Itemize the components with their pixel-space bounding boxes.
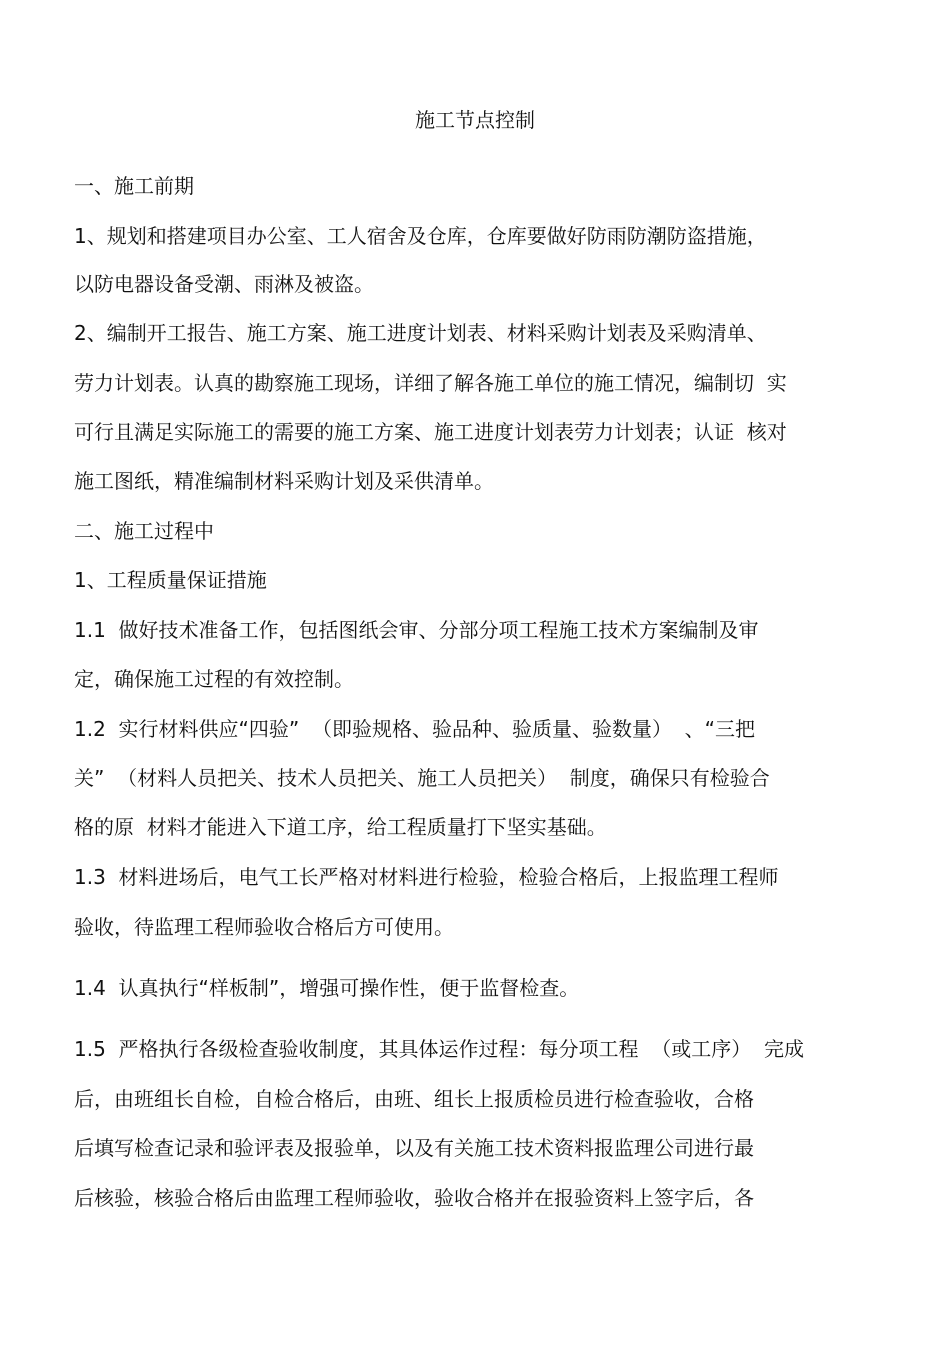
paragraph-line: 关” （材料人员把关、技术人员把关、施工人员把关） 制度，确保只有检验合 xyxy=(74,766,770,790)
paragraph-line: 2、编制开工报告、施工方案、施工进度计划表、材料采购计划表及采购清单、 xyxy=(74,321,767,345)
paragraph-line: 1、规划和搭建项目办公室、工人宿舍及仓库，仓库要做好防雨防潮防盗措施， xyxy=(74,224,767,248)
paragraph-line: 验收，待监理工程师验收合格后方可使用。 xyxy=(74,915,454,939)
paragraph-line: 1.1 做好技术准备工作，包括图纸会审、分部分项工程施工技术方案编制及审 xyxy=(74,618,759,642)
paragraph-line: 1.5 严格执行各级检查验收制度，其具体运作过程：每分项工程 （或工序） 完成 xyxy=(74,1037,804,1061)
section-heading-pre-construction: 一、施工前期 xyxy=(74,174,194,198)
paragraph-line: 定，确保施工过程的有效控制。 xyxy=(74,667,354,691)
paragraph-line: 可行且满足实际施工的需要的施工方案、施工进度计划表劳力计划表；认证 核对 xyxy=(74,420,787,444)
paragraph-line: 以防电器设备受潮、雨淋及被盗。 xyxy=(74,272,374,296)
paragraph-line: 劳力计划表。认真的勘察施工现场，详细了解各施工单位的施工情况，编制切 实 xyxy=(74,371,787,395)
paragraph-line: 格的原 材料才能进入下道工序，给工程质量打下坚实基础。 xyxy=(74,815,607,839)
paragraph-line: 1.2 实行材料供应“四验” （即验规格、验品种、验质量、验数量） 、“三把 xyxy=(74,717,756,741)
paragraph-line: 1.3 材料进场后，电气工长严格对材料进行检验，检验合格后，上报监理工程师 xyxy=(74,865,779,889)
paragraph-line: 后填写检查记录和验评表及报验单，以及有关施工技术资料报监理公司进行最 xyxy=(74,1136,754,1160)
paragraph-line: 1.4 认真执行“样板制”，增强可操作性，便于监督检查。 xyxy=(74,976,580,1000)
paragraph-line: 后，由班组长自检，自检合格后，由班、组长上报质检员进行检查验收，合格 xyxy=(74,1087,754,1111)
paragraph-line: 施工图纸，精准编制材料采购计划及采供清单。 xyxy=(74,469,494,493)
document-title: 施工节点控制 xyxy=(415,108,535,132)
subsection-heading-quality: 1、工程质量保证措施 xyxy=(74,568,267,592)
paragraph-line: 后核验，核验合格后由监理工程师验收，验收合格并在报验资料上签字后，各 xyxy=(74,1186,754,1210)
section-heading-during-construction: 二、施工过程中 xyxy=(74,519,214,543)
